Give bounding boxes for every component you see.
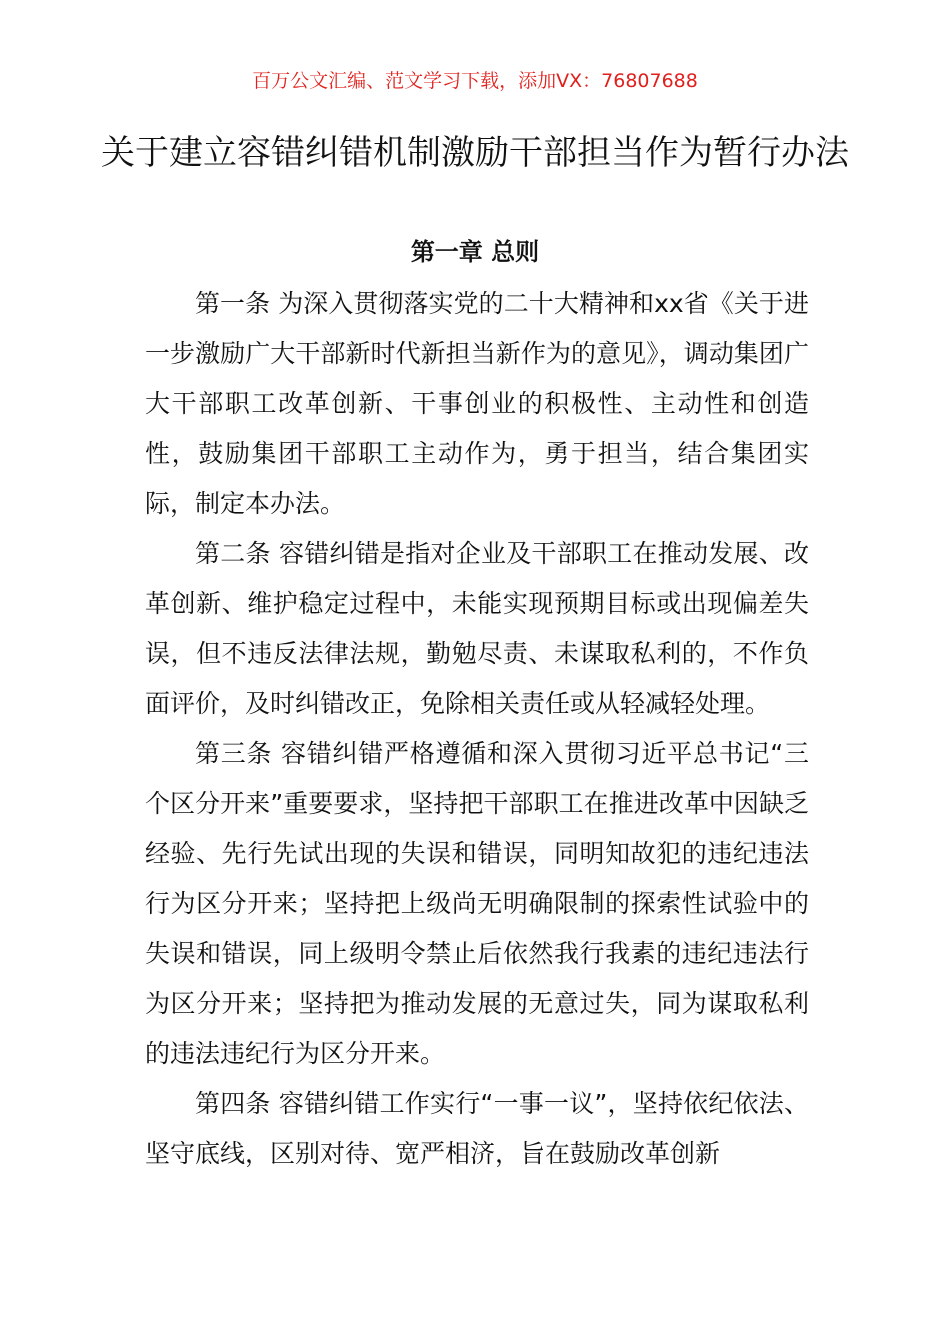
article-2-paragraph: 第二条 容错纠错是指对企业及干部职工在推动发展、改革创新、维护稳定过程中，未能实现预期目标或出现偏差失误，但不违反法律法规，勤勉尽责、未谋取私利的，不作负面评价，及时纠错改正，免除相关责任或从轻减轻处理。 <box>145 539 809 718</box>
chapter-heading: 第一章 总则 <box>410 238 540 266</box>
article-1-paragraph: 第一条 为深入贯彻落实党的二十大精神和xx省《关于进一步激励广大干部新时代新担当新作为的意见》，调动集团广大干部职工改革创新、干事创业的积极性、主动性和创造性，鼓励集团干部职工主动作为，勇于担当，结合集团实际，制定本办法。 <box>145 289 809 518</box>
document-title: 关于建立容错纠错机制激励干部担当作为暂行办法 <box>101 133 849 173</box>
article-4-paragraph: 第四条 容错纠错工作实行“一事一议”，坚持依纪依法、坚守底线，区别对待、宽严相济，旨在鼓励改革创新 <box>145 1089 809 1168</box>
article-3-paragraph: 第三条 容错纠错严格遵循和深入贯彻习近平总书记“三个区分开来”重要要求，坚持把干部职工在推进改革中因缺乏经验、先行先试出现的失误和错误，同明知故犯的违纪违法行为区分开来；坚持把上级尚无明确限制的探索性试验中的失误和错误，同上级明令禁止后依然我行我素的违纪违法行为区分开来；坚持把为推动发展的无意过失，同为谋取私利的违法违纪行为区分开来。 <box>145 739 809 1068</box>
document-body <box>145 279 809 1179</box>
header-watermark-note: 百万公文汇编、范文学习下载，添加VX：76807688 <box>252 70 698 92</box>
